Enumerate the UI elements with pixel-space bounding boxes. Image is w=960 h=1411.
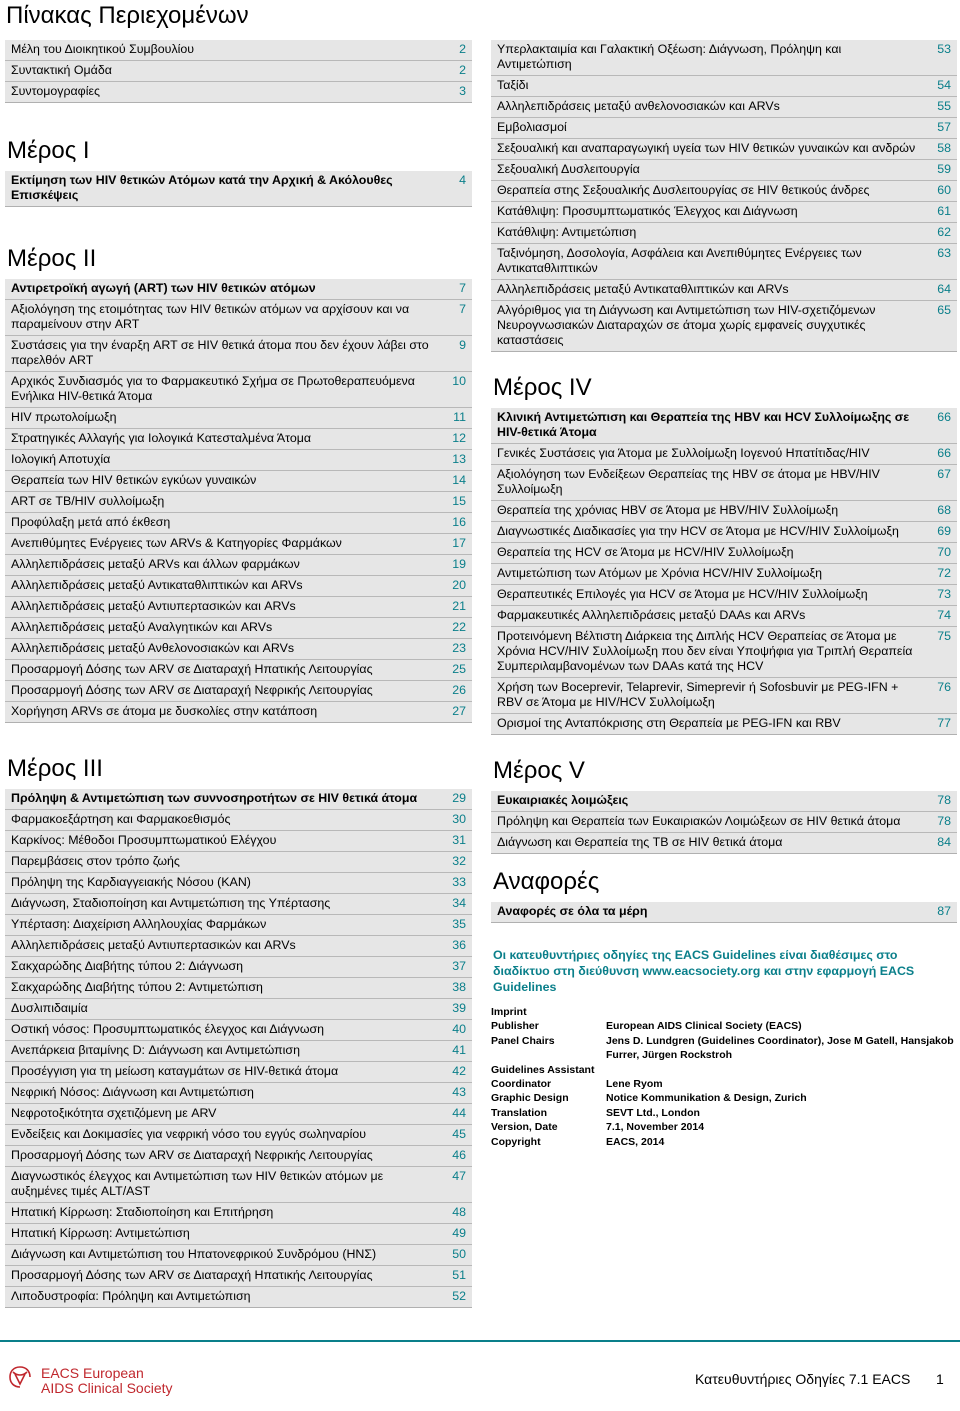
toc-entry[interactable] <box>5 1061 472 1082</box>
toc-entry-page: 20 <box>452 578 466 592</box>
imprint-block <box>491 1005 957 1149</box>
imprint-row <box>491 1135 957 1149</box>
part-1-heading: Μέρος I <box>7 137 90 164</box>
toc-entry-title: Κατάθλιψη: Προσυμπτωματικός Έλεγχος και Διάγνωση <box>497 204 798 218</box>
toc-entry-page: 52 <box>452 1289 466 1303</box>
toc-entry-page: 7 <box>459 281 466 295</box>
toc-entry[interactable] <box>491 40 957 75</box>
toc-entry-page: 53 <box>937 42 951 56</box>
toc-entry[interactable] <box>5 279 472 299</box>
toc-entry[interactable] <box>5 1103 472 1124</box>
toc-entry-title: Αλληλεπιδράσεις μεταξύ Ανθελονοσιακών και ARVs <box>11 641 295 655</box>
toc-entry-page: 25 <box>452 662 466 676</box>
toc-entry-title: Ανεπιθύμητες Ενέργειες των ARVs & Κατηγορίες Φαρμάκων <box>11 536 342 550</box>
toc-entry[interactable] <box>5 491 472 512</box>
toc-entry-page: 7 <box>459 302 466 316</box>
toc-entry[interactable] <box>5 1265 472 1286</box>
toc-entry-title: Ιολογική Αποτυχία <box>11 452 111 466</box>
toc-entry-title: Αναφορές σε όλα τα μέρη <box>497 904 648 918</box>
toc-entry-title: Ανεπάρκεια βιταμίνης D: Διάγνωση και Αντιμετώπιση <box>11 1043 300 1057</box>
toc-entry-title: Κλινική Αντιμετώπιση και Θεραπεία της HBV και HCV Συλλοίμωξης σε HIV-θετικά Άτομα <box>497 410 910 439</box>
availability-note: Οι κατευθυντήριες οδηγίες της EACS Guidelines είναι διαθέσιμες στο διαδίκτυο στη διεύθυνση www.eacsociety.org και στην εφαρμογή EACS Guidelines <box>493 948 915 994</box>
toc-entry-page: 45 <box>452 1127 466 1141</box>
toc-entry[interactable] <box>5 914 472 935</box>
toc-entry-page: 50 <box>452 1247 466 1261</box>
toc-entry-page: 21 <box>452 599 466 613</box>
toc-entry[interactable] <box>5 449 472 470</box>
toc-entry-page: 60 <box>937 183 951 197</box>
toc-entry-title: Διάγνωση και Αντιμετώπιση του Ηπατονεφρικού Συνδρόμου (ΗΝΣ) <box>11 1247 377 1261</box>
toc-entry-page: 26 <box>452 683 466 697</box>
toc-entry[interactable] <box>491 75 957 96</box>
imprint-value <box>606 1005 957 1019</box>
page-footer <box>0 1340 960 1411</box>
toc-entry-title: Οστική νόσος: Προσυμπτωματικός έλεγχος και Διάγνωση <box>11 1022 325 1036</box>
toc-entry[interactable] <box>5 638 472 659</box>
toc-entry[interactable] <box>5 851 472 872</box>
toc-right-column <box>491 40 957 1149</box>
toc-entry[interactable] <box>5 1202 472 1223</box>
toc-entry[interactable] <box>5 977 472 998</box>
toc-entry-page: 47 <box>452 1169 466 1183</box>
toc-entry-page: 2 <box>459 42 466 56</box>
imprint-value <box>606 1063 957 1077</box>
toc-entry[interactable] <box>491 811 957 832</box>
toc-entry[interactable] <box>5 299 472 335</box>
toc-entry[interactable] <box>491 138 957 159</box>
toc-entry[interactable] <box>491 464 957 500</box>
toc-part-3-continued-section <box>491 40 957 352</box>
toc-entry-title: Προφύλαξη μετά από έκθεση <box>11 515 171 529</box>
toc-entry[interactable] <box>5 701 472 722</box>
part-4-heading: Μέρος IV <box>493 374 592 401</box>
footer-document-title: Κατευθυντήριες Οδηγίες 7.1 EACS <box>695 1371 911 1387</box>
imprint-value: Lene Ryom <box>606 1078 663 1091</box>
toc-entry-page: 2 <box>459 63 466 77</box>
toc-entry-page: 43 <box>452 1085 466 1099</box>
toc-entry[interactable] <box>5 40 472 60</box>
toc-entry-title: Αλληλεπιδράσεις μεταξύ ανθελονοσιακών και ARVs <box>497 99 780 113</box>
toc-entry[interactable] <box>491 902 957 922</box>
imprint-label: Guidelines Assistant <box>491 1063 595 1076</box>
toc-entry-page: 78 <box>937 814 951 828</box>
toc-entry-page: 4 <box>459 173 466 187</box>
toc-entry-page: 13 <box>452 452 466 466</box>
imprint-label: Graphic Design <box>491 1092 569 1105</box>
toc-entry[interactable] <box>5 617 472 638</box>
toc-entry-title: Θεραπεία των HIV θετικών εγκύων γυναικών <box>11 473 257 487</box>
toc-entry-title: Προτεινόμενη Βέλτιστη Διάρκεια της Διπλής HCV Θεραπείας σε Άτομα με Χρόνια HCV/HIV Συλλοίμωξη που δεν είναι Υποψήφια για Τριπλή Θεραπεία Συμπεριλαμβανομένων των DAAs κατά της HCV <box>497 629 913 673</box>
toc-entry-title: Ενδείξεις και Δοκιμασίες για νεφρική νόσο του εγγύς σωληναρίου <box>11 1127 366 1141</box>
toc-entry[interactable] <box>5 1082 472 1103</box>
logo-line-1: EACS European <box>41 1365 144 1381</box>
toc-entry[interactable] <box>491 222 957 243</box>
part-2-heading: Μέρος II <box>7 245 97 272</box>
toc-entry[interactable] <box>491 96 957 117</box>
toc-entry-title: Αλληλεπιδράσεις μεταξύ Αντιυπερτασικών και ARVs <box>11 938 296 952</box>
toc-entry[interactable] <box>491 584 957 605</box>
toc-entry-page: 55 <box>937 99 951 113</box>
toc-entry-title: Προσαρμογή Δόσης των ARV σε Διαταραχή Νεφρικής Λειτουργίας <box>11 1148 373 1162</box>
toc-entry-page: 17 <box>452 536 466 550</box>
toc-entry-page: 65 <box>937 303 951 317</box>
toc-entry[interactable] <box>5 1040 472 1061</box>
toc-entry[interactable] <box>5 956 472 977</box>
toc-entry-page: 9 <box>459 338 466 352</box>
imprint-row <box>491 1091 957 1105</box>
toc-entry-title: Γενικές Συστάσεις για Άτομα με Συλλοίμωξη Ιογενού Ηπατίτιδας/HIV <box>497 446 870 460</box>
toc-entry[interactable] <box>5 830 472 851</box>
toc-entry-title: Δυσλιπιδαιμία <box>11 1001 88 1015</box>
imprint-value: Jens D. Lundgren (Guidelines Coordinator), Jose M Gatell, Hansjakob Furrer, Jürgen Rockstroh <box>606 1034 954 1062</box>
toc-entry-page: 10 <box>452 374 466 388</box>
toc-entry-title: Στρατηγικές Αλλαγής για Ιολογικά Κατεσταλμένα Άτομα <box>11 431 312 445</box>
toc-entry-page: 34 <box>452 896 466 910</box>
toc-entry-page: 64 <box>937 282 951 296</box>
toc-entry[interactable] <box>491 677 957 713</box>
toc-entry-page: 66 <box>937 410 951 424</box>
toc-entry-page: 27 <box>452 704 466 718</box>
toc-entry[interactable] <box>5 470 472 491</box>
part-3-heading: Μέρος III <box>7 755 103 782</box>
toc-entry-page: 77 <box>937 716 951 730</box>
toc-entry[interactable] <box>5 1286 472 1307</box>
toc-entry-page: 69 <box>937 524 951 538</box>
toc-entry-title: Υπερλακταιμία και Γαλακτική Οξέωση: Διάγνωση, Πρόληψη και Αντιμετώπιση <box>497 42 842 71</box>
toc-entry[interactable] <box>491 443 957 464</box>
toc-entry-title: Φαρμακοεξάρτηση και Φαρμακοεθισμός <box>11 812 231 826</box>
toc-entry[interactable] <box>5 809 472 830</box>
toc-entry-page: 33 <box>452 875 466 889</box>
toc-entry-title: Αλληλεπιδράσεις μεταξύ Αναλγητικών και ARVs <box>11 620 273 634</box>
toc-entry-page: 42 <box>452 1064 466 1078</box>
imprint-label: Coordinator <box>491 1078 552 1091</box>
eacs-logo-icon <box>7 1364 33 1390</box>
toc-entry-title: Συντακτική Ομάδα <box>11 63 112 77</box>
toc-entry[interactable] <box>5 659 472 680</box>
toc-entry-page: 62 <box>937 225 951 239</box>
toc-entry[interactable] <box>5 1145 472 1166</box>
toc-entry-title: Σεξουαλική Δυσλειτουργία <box>497 162 640 176</box>
toc-entry-title: Νεφρική Νόσος: Διάγνωση και Αντιμετώπιση <box>11 1085 254 1099</box>
toc-entry[interactable] <box>5 407 472 428</box>
toc-part-4-section <box>491 408 957 735</box>
toc-entry-page: 76 <box>937 680 951 694</box>
toc-entry[interactable] <box>5 1244 472 1265</box>
toc-entry-page: 39 <box>452 1001 466 1015</box>
toc-entry-title: ART σε TB/HIV συλλοίμωξη <box>11 494 165 508</box>
toc-entry-title: Ταξίδι <box>497 78 529 92</box>
toc-entry-title: Αξιολόγηση της ετοιμότητας των HIV θετικών ατόμων να αρχίσουν και να παραμείνουν στην ART <box>11 302 410 331</box>
toc-entry-title: Θεραπεία της HCV σε Άτομα με HCV/HIV Συλλοίμωξη <box>497 545 794 559</box>
toc-entry-title: Αλληλεπιδράσεις μεταξύ Αντιυπερτασικών και ARVs <box>11 599 296 613</box>
toc-entry-page: 57 <box>937 120 951 134</box>
toc-entry-title: Συστάσεις για την έναρξη ART σε HIV θετικά άτομα που δεν έχουν λάβει στο παρελθόν ART <box>11 338 429 367</box>
toc-entry-page: 31 <box>452 833 466 847</box>
toc-entry-page: 41 <box>452 1043 466 1057</box>
toc-entry[interactable] <box>491 713 957 734</box>
toc-entry-page: 35 <box>452 917 466 931</box>
toc-entry-title: Αλληλεπιδράσεις μεταξύ Αντικαταθλιπτικών και ARVs <box>497 282 789 296</box>
toc-entry[interactable] <box>5 575 472 596</box>
toc-entry-page: 30 <box>452 812 466 826</box>
toc-entry-page: 63 <box>937 246 951 260</box>
logo-line-2: AIDS Clinical Society <box>41 1380 173 1396</box>
toc-entry[interactable] <box>5 533 472 554</box>
toc-entry-title: Σακχαρώδης Διαβήτης τύπου 2: Αντιμετώπιση <box>11 980 263 994</box>
toc-entry-title: Καρκίνος: Μέθοδοι Προσυμπτωματικού Ελέγχου <box>11 833 277 847</box>
toc-entry-page: 40 <box>452 1022 466 1036</box>
toc-entry[interactable] <box>5 371 472 407</box>
toc-entry-page: 73 <box>937 587 951 601</box>
eacs-logo-text <box>41 1366 173 1396</box>
toc-entry-title: Προσαρμογή Δόσης των ARV σε Διαταραχή Ηπατικής Λειτουργίας <box>11 662 373 676</box>
toc-entry-title: Αντιμετώπιση των Ατόμων με Χρόνια HCV/HIV Συλλοίμωξη <box>497 566 822 580</box>
toc-part-2-section <box>5 279 472 723</box>
toc-entry-page: 59 <box>937 162 951 176</box>
toc-entry-title: Θεραπεία στης Σεξουαλικής Δυσλειτουργίας σε HIV θετικούς άνδρες <box>497 183 870 197</box>
toc-entry-title: Διαγνωστικές Διαδικασίες για την HCV σε Άτομα με HCV/HIV Συλλοίμωξη <box>497 524 899 538</box>
toc-entry-page: 49 <box>452 1226 466 1240</box>
imprint-row <box>491 1034 957 1063</box>
toc-entry[interactable] <box>491 563 957 584</box>
toc-entry-title: Παρεμβάσεις στον τρόπο ζωής <box>11 854 180 868</box>
toc-entry-title: Νεφροτοξικότητα σχετιζόμενη με ARV <box>11 1106 217 1120</box>
toc-entry-page: 36 <box>452 938 466 952</box>
toc-entry-title: Εκτίμηση των HIV θετικών Ατόμων κατά την Αρχική & Ακόλουθες Επισκέψεις <box>11 173 393 202</box>
toc-entry[interactable] <box>5 1124 472 1145</box>
toc-entry-title: Θεραπευτικές Επιλογές για HCV σε Άτομα με HCV/HIV Συλλοίμωξη <box>497 587 868 601</box>
toc-entry[interactable] <box>5 789 472 809</box>
toc-entry[interactable] <box>491 542 957 563</box>
toc-part-3-section <box>5 789 472 1308</box>
toc-entry-title: Λιποδυστροφία: Πρόληψη και Αντιμετώπιση <box>11 1289 251 1303</box>
toc-entry[interactable] <box>5 428 472 449</box>
toc-entry-page: 58 <box>937 141 951 155</box>
toc-entry-page: 66 <box>937 446 951 460</box>
toc-entry[interactable] <box>5 893 472 914</box>
footer-page-number: 1 <box>936 1371 944 1387</box>
imprint-row <box>491 1063 957 1077</box>
imprint-label: Imprint <box>491 1006 527 1018</box>
toc-entry[interactable] <box>491 605 957 626</box>
toc-entry-title: HIV πρωτολοίμωξη <box>11 410 117 424</box>
toc-entry[interactable] <box>491 500 957 521</box>
toc-entry-title: Αξιολόγηση των Ενδείξεων Θεραπείας της HBV σε άτομα με HBV/HIV Συλλοίμωξη <box>497 467 880 496</box>
imprint-value: European AIDS Clinical Society (EACS) <box>606 1020 802 1033</box>
toc-entry-title: Πρόληψη της Καρδιαγγειακής Νόσου (KAN) <box>11 875 251 889</box>
toc-entry[interactable] <box>5 171 472 206</box>
toc-entry[interactable] <box>5 935 472 956</box>
toc-entry-page: 12 <box>452 431 466 445</box>
toc-entry-title: Σακχαρώδης Διαβήτης τύπου 2: Διάγνωση <box>11 959 244 973</box>
toc-entry-title: Εμβολιασμοί <box>497 120 567 134</box>
toc-entry[interactable] <box>5 554 472 575</box>
toc-entry-title: Διαγνωστικός έλεγχος και Αντιμετώπιση των HIV θετικών ατόμων με αυξημένες τιμές ALT/AST <box>11 1169 384 1198</box>
toc-entry-title: Σεξουαλική και αναπαραγωγική υγεία των HIV θετικών γυναικών και ανδρών <box>497 141 916 155</box>
toc-entry[interactable] <box>491 201 957 222</box>
toc-entry-page: 19 <box>452 557 466 571</box>
imprint-label: Copyright <box>491 1135 541 1148</box>
toc-entry-title: Ηπατική Κίρρωση: Σταδιοποίηση και Επιτήρηση <box>11 1205 274 1219</box>
toc-entry[interactable] <box>5 596 472 617</box>
toc-entry-title: Κατάθλιψη: Αντιμετώπιση <box>497 225 637 239</box>
toc-entry-title: Ορισμοί της Ανταπόκρισης στη Θεραπεία με PEG-IFN και RBV <box>497 716 841 730</box>
imprint-row <box>491 1106 957 1120</box>
toc-entry-title: Προσέγγιση για τη μείωση καταγμάτων σε HIV-θετικά άτομα <box>11 1064 339 1078</box>
imprint-label: Panel Chairs <box>491 1034 555 1047</box>
toc-entry[interactable] <box>5 1166 472 1202</box>
toc-entry-title: Διάγνωση, Σταδιοποίηση και Αντιμετώπιση της Υπέρτασης <box>11 896 331 910</box>
toc-entry-title: Φαρμακευτικές Αλληλεπιδράσεις μεταξύ DAAs και ARVs <box>497 608 806 622</box>
toc-entry-page: 74 <box>937 608 951 622</box>
toc-entry-title: Αρχικός Συνδιασμός για το Φαρμακευτικό Σχήμα σε Πρωτοθεραπευόμενα Ενήλικα HIV-θετικά Άτομα <box>11 374 415 403</box>
imprint-value: 7.1, November 2014 <box>606 1121 705 1134</box>
toc-references-section <box>491 902 957 923</box>
toc-entry[interactable] <box>491 408 957 443</box>
imprint-label: Translation <box>491 1106 548 1119</box>
toc-entry-page: 84 <box>937 835 951 849</box>
toc-entry-page: 67 <box>937 467 951 481</box>
toc-entry-page: 22 <box>452 620 466 634</box>
toc-entry-title: Θεραπεία της χρόνιας HBV σε Άτομα με HBV/HIV Συλλοίμωξη <box>497 503 839 517</box>
imprint-label: Version, Date <box>491 1121 558 1134</box>
toc-entry-page: 44 <box>452 1106 466 1120</box>
toc-entry-title: Αντιρετροϊκή αγωγή (ART) των HIV θετικών ατόμων <box>11 281 316 295</box>
toc-entry-page: 23 <box>452 641 466 655</box>
toc-entry[interactable] <box>5 998 472 1019</box>
toc-entry[interactable] <box>5 335 472 371</box>
toc-entry-page: 75 <box>937 629 951 643</box>
toc-part-5-section <box>491 791 957 854</box>
toc-entry-page: 14 <box>452 473 466 487</box>
toc-entry[interactable] <box>5 680 472 701</box>
toc-entry-title: Συντομογραφίες <box>11 84 100 98</box>
part-5-heading: Μέρος V <box>493 757 585 784</box>
imprint-value: SEVT Ltd., London <box>606 1106 700 1119</box>
imprint-value: Notice Kommunikation & Design, Zurich <box>606 1092 807 1105</box>
toc-entry-page: 3 <box>459 84 466 98</box>
toc-part-1-section <box>5 171 472 207</box>
toc-entry-page: 61 <box>937 204 951 218</box>
toc-entry-title: Διάγνωση και Θεραπεία της TB σε HIV θετικά άτομα <box>497 835 783 849</box>
toc-entry-title: Πρόληψη και Θεραπεία των Ευκαιριακών Λοιμώξεων σε HIV θετικά άτομα <box>497 814 901 828</box>
imprint-value: EACS, 2014 <box>606 1135 665 1148</box>
toc-entry[interactable] <box>5 81 472 102</box>
toc-entry-page: 78 <box>937 793 951 807</box>
toc-entry-page: 51 <box>452 1268 466 1282</box>
toc-entry[interactable] <box>491 791 957 811</box>
toc-entry-page: 48 <box>452 1205 466 1219</box>
toc-entry[interactable] <box>491 832 957 853</box>
toc-entry-title: Χρήση των Boceprevir, Telaprevir, Simeprevir ή Sofosbuvir με PEG-IFN + RBV σε Άτομα με HIV/HCV Συλλοίμωξη <box>497 680 899 709</box>
toc-entry-title: Αλληλεπιδράσεις μεταξύ ARVs και άλλων φαρμάκων <box>11 557 300 571</box>
toc-entry-title: Αλγόριθμος για τη Διάγνωση και Αντιμετώπιση των HIV-σχετιζόμενων Νευρογνωσιακών Διαταραχών σε άτομα χωρίς εμφανείς συγχυτικές καταστάσεις <box>497 303 876 347</box>
toc-entry-page: 15 <box>452 494 466 508</box>
imprint-row <box>491 1077 957 1091</box>
toc-entry-page: 29 <box>452 791 466 805</box>
toc-entry-title: Ηπατική Κίρρωση: Αντιμετώπιση <box>11 1226 190 1240</box>
toc-entry[interactable] <box>491 243 957 279</box>
toc-front-section <box>5 40 472 103</box>
toc-entry-page: 72 <box>937 566 951 580</box>
imprint-row <box>491 1019 957 1033</box>
toc-entry[interactable] <box>491 521 957 542</box>
toc-entry[interactable] <box>491 300 957 351</box>
toc-entry-title: Ευκαιριακές λοιμώξεις <box>497 793 629 807</box>
toc-entry[interactable] <box>491 159 957 180</box>
toc-entry-page: 16 <box>452 515 466 529</box>
imprint-label: Publisher <box>491 1020 539 1033</box>
toc-entry[interactable] <box>491 279 957 300</box>
toc-entry-title: Αλληλεπιδράσεις μεταξύ Αντικαταθλιπτικών και ARVs <box>11 578 303 592</box>
toc-entry[interactable] <box>5 872 472 893</box>
references-heading: Αναφορές <box>493 868 600 895</box>
toc-entry-title: Μέλη του Διοικητικού Συμβουλίου <box>11 42 195 56</box>
toc-entry-page: 87 <box>937 904 951 918</box>
toc-entry[interactable] <box>5 512 472 533</box>
toc-entry-title: Υπέρταση: Διαχείριση Αλληλουχίας Φαρμάκων <box>11 917 267 931</box>
imprint-row <box>491 1120 957 1134</box>
toc-entry-title: Ταξινόμηση, Δοσολογία, Ασφάλεια και Ανεπιθύμητες Ενέργειες των Αντικαταθλιπτικών <box>497 246 862 275</box>
toc-entry[interactable] <box>491 117 957 138</box>
toc-entry[interactable] <box>5 60 472 81</box>
toc-entry-title: Προσαρμογή Δόσης των ARV σε Διαταραχή Νεφρικής Λειτουργίας <box>11 683 373 697</box>
toc-entry-page: 38 <box>452 980 466 994</box>
toc-left-column <box>5 40 472 1308</box>
toc-entry-page: 11 <box>453 410 466 424</box>
toc-entry[interactable] <box>5 1019 472 1040</box>
toc-entry[interactable] <box>491 180 957 201</box>
toc-entry-page: 37 <box>452 959 466 973</box>
toc-entry-title: Χορήγηση ARVs σε άτομα με δυσκολίες στην κατάποση <box>11 704 318 718</box>
toc-entry-title: Πρόληψη & Αντιμετώπιση των συννοσηροτήτων σε HIV θετικά άτομα <box>11 791 418 805</box>
toc-entry-page: 70 <box>937 545 951 559</box>
toc-entry[interactable] <box>491 626 957 677</box>
toc-entry-title: Προσαρμογή Δόσης των ARV σε Διαταραχή Ηπατικής Λειτουργίας <box>11 1268 373 1282</box>
imprint-row <box>491 1005 957 1019</box>
toc-entry-page: 46 <box>452 1148 466 1162</box>
toc-entry-page: 68 <box>937 503 951 517</box>
toc-entry-page: 54 <box>937 78 951 92</box>
footer-divider <box>0 1340 960 1342</box>
toc-entry[interactable] <box>5 1223 472 1244</box>
toc-entry-page: 32 <box>452 854 466 868</box>
page-title: Πίνακας Περιεχομένων <box>6 2 249 29</box>
